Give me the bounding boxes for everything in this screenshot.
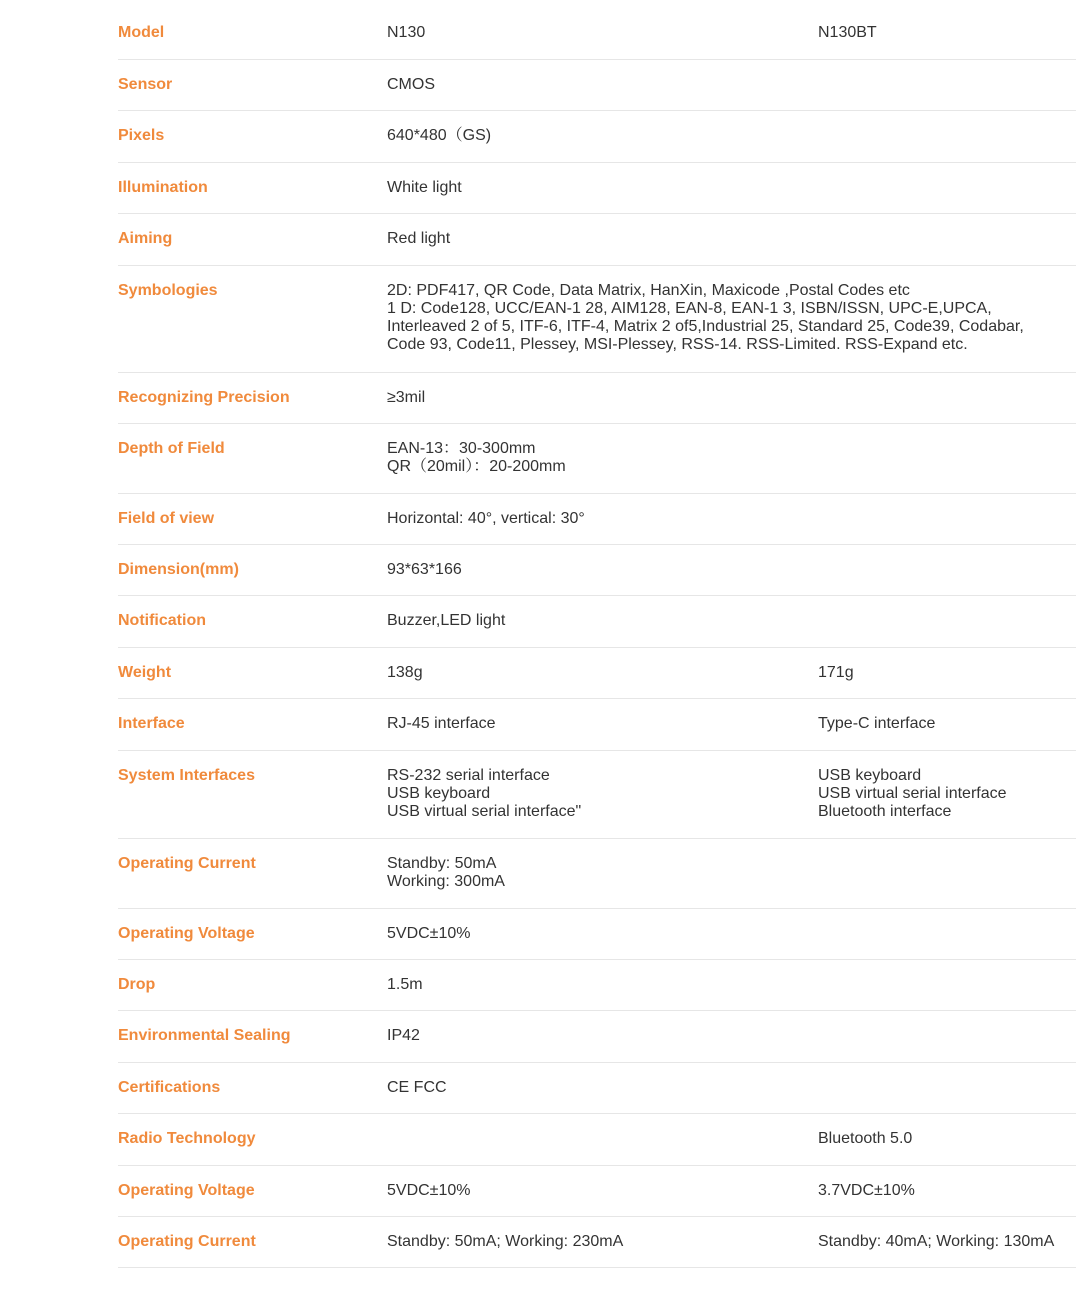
spec-row-interface — [118, 699, 1076, 751]
spec-value: Red light — [387, 230, 451, 247]
spec-row-certifications — [118, 1063, 1076, 1114]
spec-value-n130bt: Type-C interface — [818, 715, 936, 732]
spec-value: 640*480（GS) — [387, 127, 492, 144]
spec-value: 2D: PDF417, QR Code, Data Matrix, HanXin, Maxicode ,Postal Codes etc 1 D: Code128, UCC/EAN-1 28, AIM128, EAN-8, EAN-1 3, ISBN/ISSN, UPC-E,UPCA, Interleaved 2 of 5, ITF-6, ITF-4, Matrix 2 of5,Industrial 25, Standard 25, Code39, Codabar, Code 93, Code11, Plessey, MSI-Plessey, RSS-14. RSS-Limited. RSS-Expand etc. — [387, 282, 1024, 353]
spec-value: Standby: 50mA Working: 300mA — [387, 855, 505, 890]
spec-label: Pixels — [118, 127, 165, 144]
spec-label: Operating Current — [118, 1233, 256, 1250]
spec-row-sensor — [118, 60, 1076, 111]
spec-row-radio-technology — [118, 1114, 1076, 1166]
spec-row-operating-current-2 — [118, 1217, 1076, 1268]
spec-label: Notification — [118, 612, 206, 629]
spec-value-n130: N130 — [387, 24, 426, 41]
spec-value: 93*63*166 — [387, 561, 462, 578]
spec-value: Horizontal: 40°, vertical: 30° — [387, 510, 585, 527]
spec-value: White light — [387, 179, 462, 196]
spec-label: Dimension(mm) — [118, 561, 239, 578]
spec-label: Radio Technology — [118, 1130, 256, 1147]
spec-label: Operating Current — [118, 855, 256, 872]
spec-row-pixels — [118, 111, 1076, 163]
spec-value: 5VDC±10% — [387, 925, 471, 942]
spec-label: Environmental Sealing — [118, 1027, 291, 1044]
spec-label: Recognizing Precision — [118, 389, 290, 406]
spec-row-recognizing-precision — [118, 373, 1076, 424]
spec-label: Weight — [118, 664, 172, 681]
spec-value-n130: Standby: 50mA; Working: 230mA — [387, 1233, 624, 1250]
spec-row-system-interfaces — [118, 751, 1076, 839]
spec-value-n130bt: Bluetooth 5.0 — [818, 1130, 913, 1147]
spec-row-depth-of-field — [118, 424, 1076, 494]
spec-value-n130bt: Standby: 40mA; Working: 130mA — [818, 1233, 1055, 1250]
spec-row-notification — [118, 596, 1076, 648]
spec-label: Certifications — [118, 1079, 221, 1096]
spec-label: Aiming — [118, 230, 173, 247]
spec-value: CE FCC — [387, 1079, 447, 1096]
spec-value: IP42 — [387, 1027, 420, 1044]
spec-label: Field of view — [118, 510, 215, 527]
spec-label: Operating Voltage — [118, 1182, 255, 1199]
spec-row-dimension — [118, 545, 1076, 596]
spec-label: Interface — [118, 715, 185, 732]
spec-value: ≥3mil — [387, 389, 426, 406]
spec-value: 1.5m — [387, 976, 423, 993]
spec-label: Drop — [118, 976, 156, 993]
spec-value: Buzzer,LED light — [387, 612, 506, 629]
spec-row-weight — [118, 648, 1076, 699]
spec-row-model — [118, 8, 1076, 60]
spec-row-field-of-view — [118, 494, 1076, 545]
spec-row-operating-voltage — [118, 909, 1076, 960]
spec-row-environmental-sealing — [118, 1011, 1076, 1063]
spec-row-aiming — [118, 214, 1076, 266]
spec-value-n130: RS-232 serial interface USB keyboard USB virtual serial interface" — [387, 767, 582, 820]
spec-label: Operating Voltage — [118, 925, 255, 942]
spec-row-illumination — [118, 163, 1076, 214]
spec-label: Symbologies — [118, 282, 218, 299]
spec-row-drop — [118, 960, 1076, 1011]
spec-label: System Interfaces — [118, 767, 255, 784]
spec-value-n130bt: 3.7VDC±10% — [818, 1182, 915, 1199]
spec-value-n130: 138g — [387, 664, 423, 681]
spec-row-operating-current — [118, 839, 1076, 909]
spec-label: Illumination — [118, 179, 208, 196]
spec-value-n130bt: 171g — [818, 664, 854, 681]
spec-value-n130bt: USB keyboard USB virtual serial interface Bluetooth interface — [818, 767, 1007, 820]
spec-table — [118, 8, 1076, 1268]
spec-label: Model — [118, 24, 165, 41]
spec-label: Depth of Field — [118, 440, 225, 457]
spec-row-symbologies — [118, 266, 1076, 373]
spec-value: CMOS — [387, 76, 435, 93]
spec-value-n130: RJ-45 interface — [387, 715, 496, 732]
spec-value-n130: 5VDC±10% — [387, 1182, 471, 1199]
spec-row-operating-voltage-2 — [118, 1166, 1076, 1217]
spec-label: Sensor — [118, 76, 173, 93]
spec-value-n130bt: N130BT — [818, 24, 877, 41]
spec-value: EAN-13：30-300mm QR（20mil）：20-200mm — [387, 440, 566, 475]
